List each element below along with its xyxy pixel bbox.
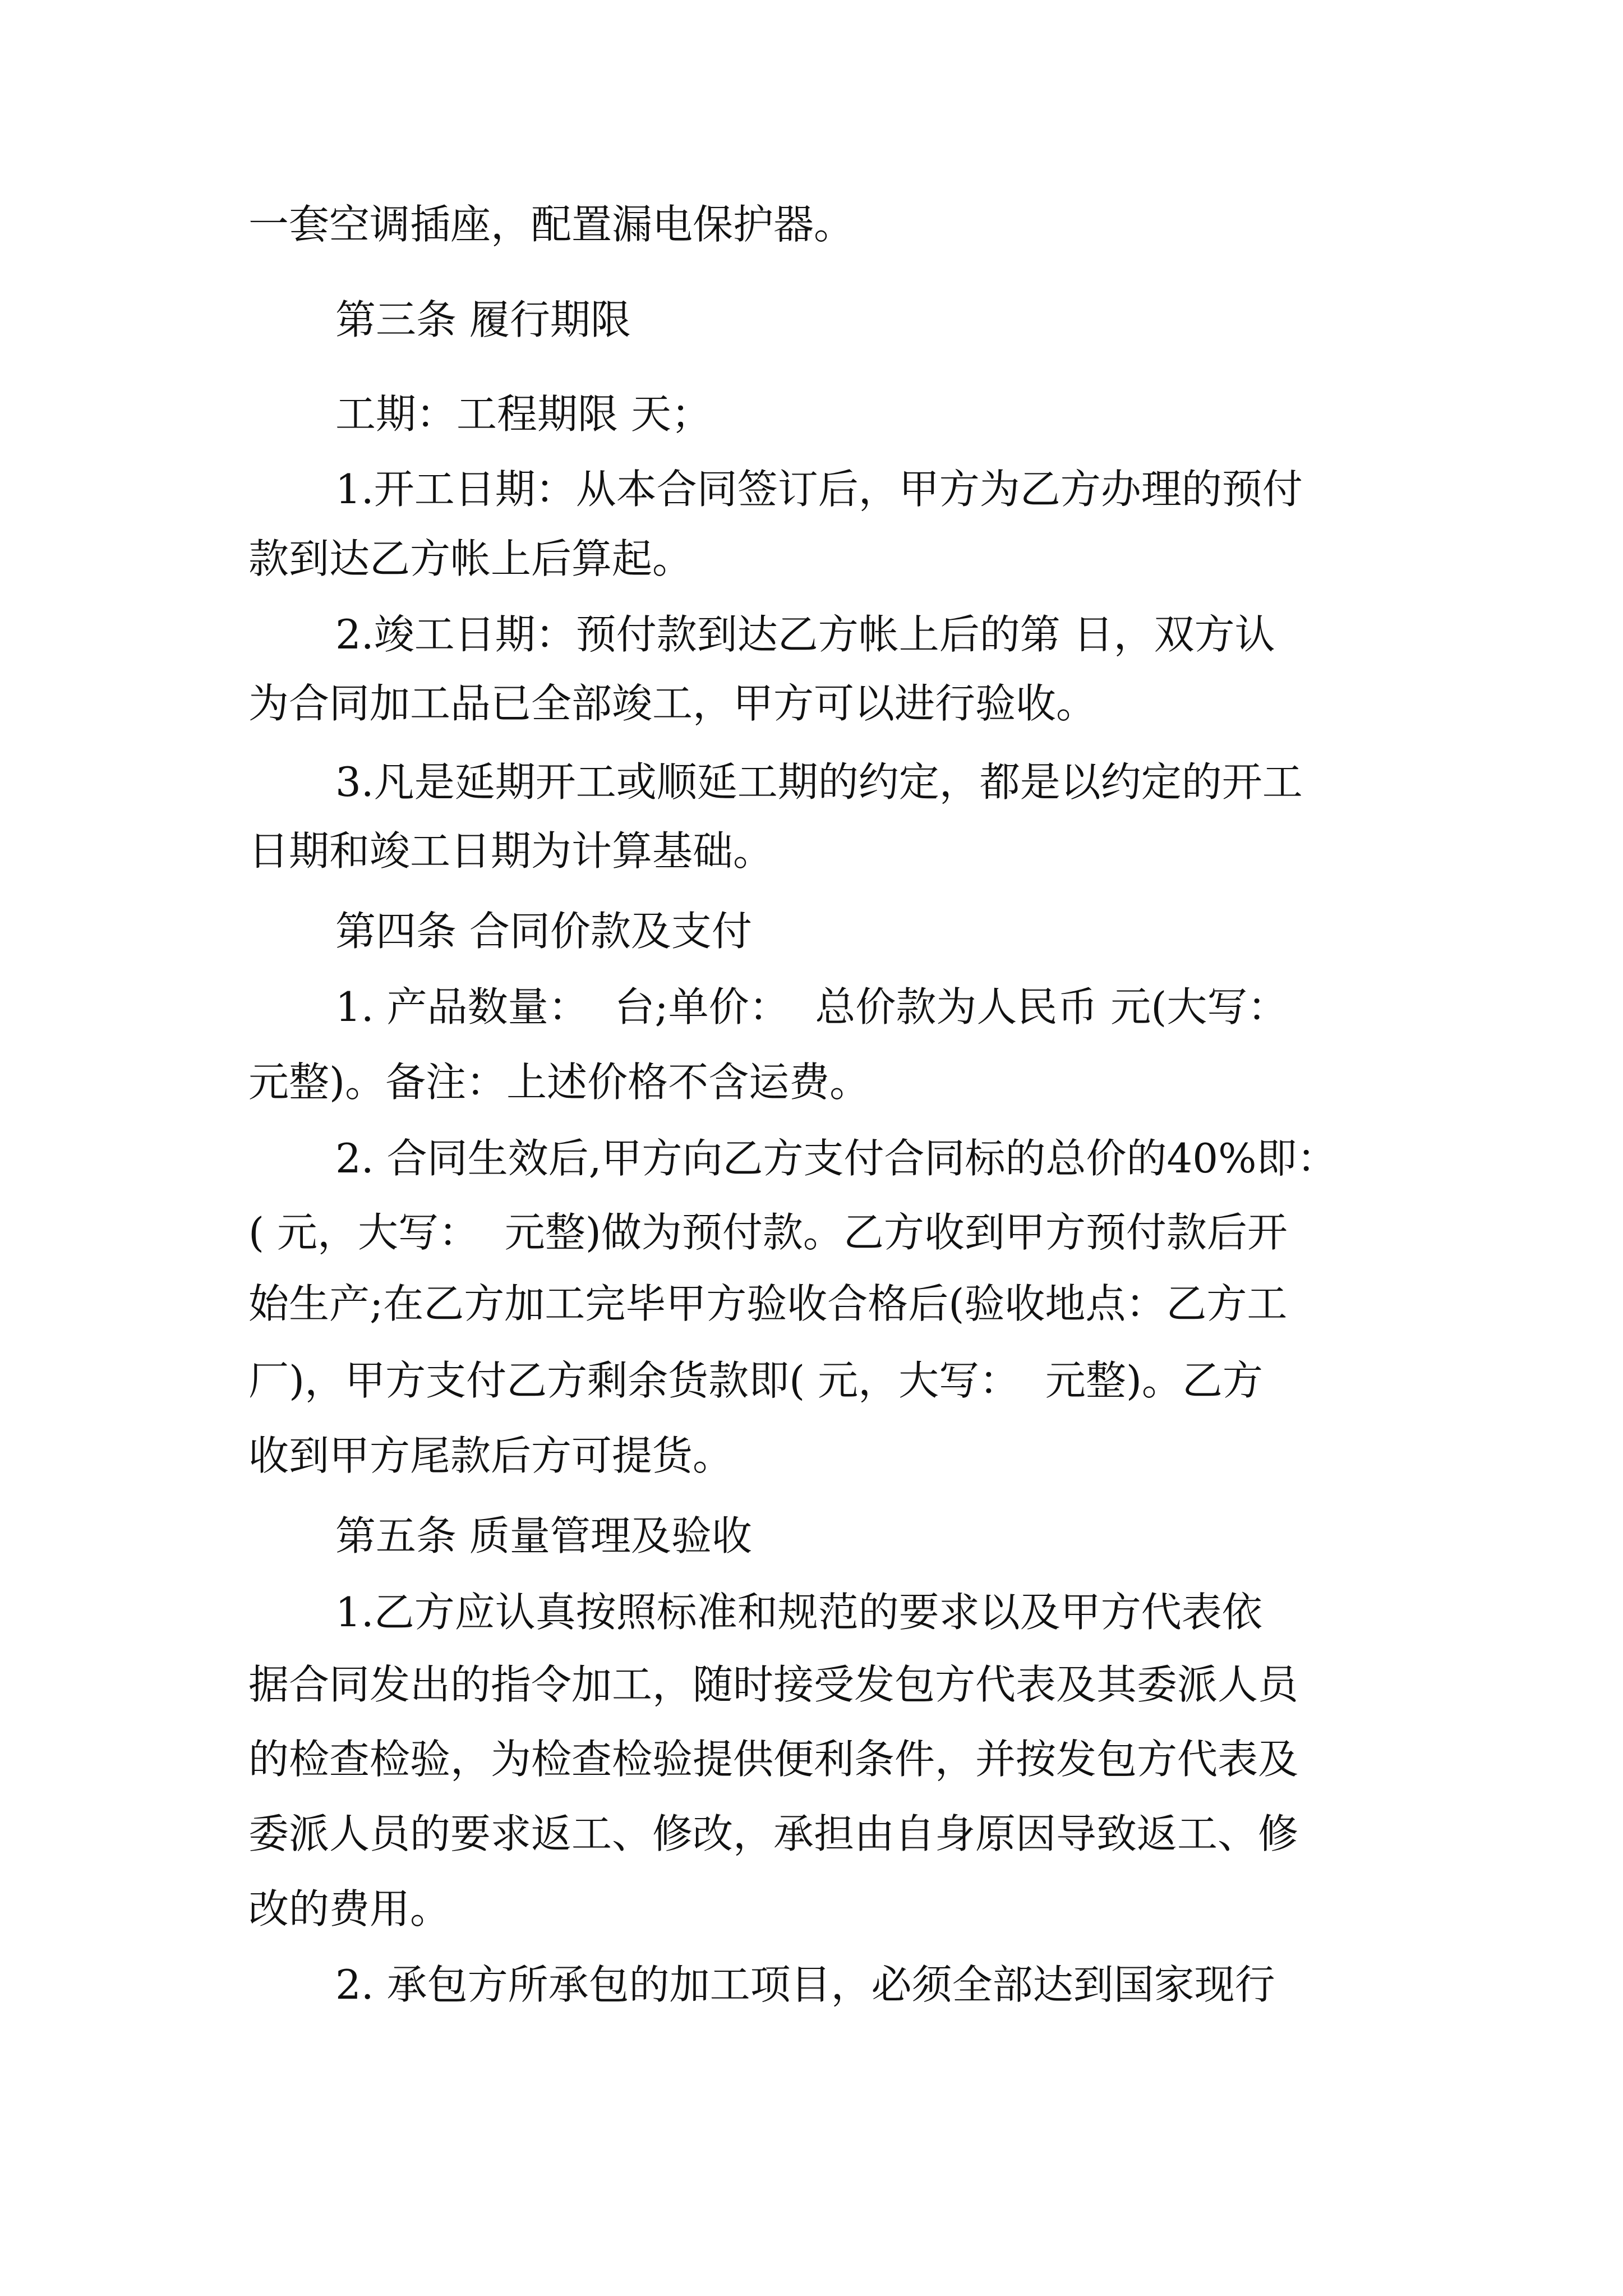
text-line: 元整)。备注：上述价格不含运费。	[248, 1059, 870, 1106]
text-line: 3.凡是延期开工或顺延工期的约定，都是以约定的开工	[335, 758, 1303, 806]
text-line: 收到甲方尾款后方可提货。	[248, 1432, 734, 1479]
text-line: 2. 合同生效后,甲方向乙方支付合同标的总价的40%即：	[335, 1135, 1338, 1182]
text-line: 厂)，甲方支付乙方剩余货款即( 元，大写： 元整)。乙方	[248, 1357, 1263, 1404]
text-line: 1. 产品数量： 台;单价： 总价款为人民币 元(大写：	[335, 983, 1288, 1030]
text-line: ( 元，大写： 元整)做为预付款。乙方收到甲方预付款后开	[248, 1209, 1288, 1256]
text-line: 2. 承包方所承包的加工项目，必须全部达到国家现行	[335, 1961, 1275, 2008]
text-line: 一套空调插座，配置漏电保护器。	[248, 201, 855, 248]
text-line: 款到达乙方帐上后算起。	[248, 535, 693, 582]
text-line: 的检查检验，为检查检验提供便利条件，并按发包方代表及	[248, 1736, 1299, 1783]
section-heading: 第四条 合同价款及支付	[335, 908, 752, 955]
text-line: 1.乙方应认真按照标准和规范的要求以及甲方代表依	[335, 1589, 1262, 1636]
text-line: 据合同发出的指令加工，随时接受发包方代表及其委派人员	[248, 1661, 1299, 1708]
text-line: 改的费用。	[248, 1885, 451, 1932]
section-heading: 第五条 质量管理及验收	[335, 1512, 752, 1559]
text-line: 2.竣工日期：预付款到达乙方帐上后的第 日，双方认	[335, 611, 1275, 658]
text-line: 委派人员的要求返工、修改，承担由自身原因导致返工、修	[248, 1810, 1299, 1857]
section-heading: 第三条 履行期限	[335, 296, 631, 343]
text-line: 为合同加工品已全部竣工，甲方可以进行验收。	[248, 680, 1097, 727]
text-line: 始生产;在乙方加工完毕甲方验收合格后(验收地点：乙方工	[248, 1280, 1288, 1327]
text-line: 1.开工日期：从本合同签订后，甲方为乙方办理的预付	[335, 466, 1303, 513]
text-line: 工期：工程期限 天；	[335, 390, 712, 438]
text-line: 日期和竣工日期为计算基础。	[248, 827, 774, 875]
